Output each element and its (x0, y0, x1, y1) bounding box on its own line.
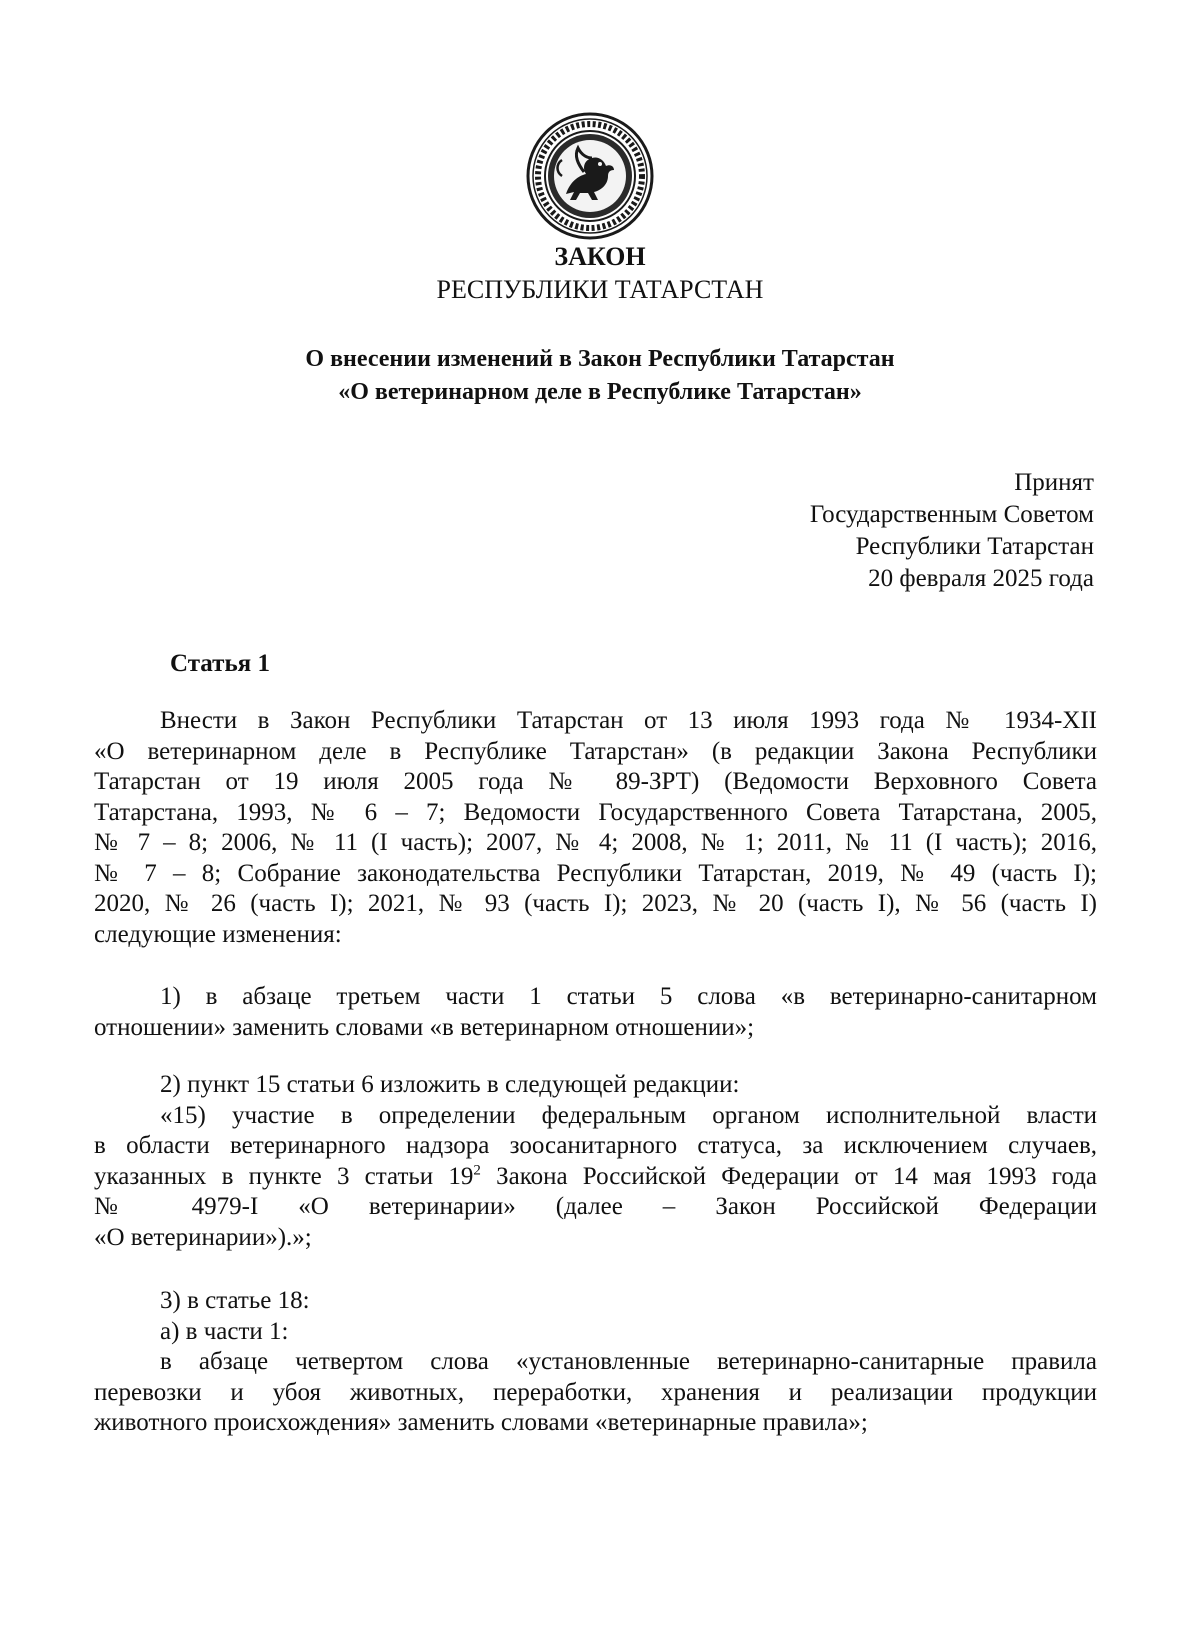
paragraph-line: Внести в Закон Республики Татарстан от 13 июля 1993 года № 1934-XII (160, 707, 1097, 734)
amendment-item-2 (94, 1070, 1097, 1253)
paragraph-line: Татарстана, 1993, № 6 – 7; Ведомости Государственного Совета Татарстана, 2005, (94, 798, 1097, 826)
article-heading: Статья 1 (170, 650, 270, 677)
law-subject-line-1: О внесении изменений в Закон Республики Татарстан (305, 346, 895, 372)
amendment-item-1 (94, 982, 1097, 1043)
adoption-line: Государственным Советом (809, 501, 1094, 528)
paragraph-line: «15) участие в определении федеральным органом исполнительной власти (160, 1101, 1097, 1129)
paragraph-line: животного происхождения» заменить словами «ветеринарные правила»; (94, 1409, 868, 1436)
paragraph-line: «О ветеринарном деле в Республике Татарстан» (в редакции Закона Республики (94, 737, 1097, 765)
paragraph-line: в области ветеринарного надзора зоосанитарного статуса, за исключением случаев, (94, 1132, 1097, 1159)
paragraph-line: отношении» заменить словами «в ветеринарном отношении»; (94, 1013, 755, 1041)
law-subtitle: РЕСПУБЛИКИ ТАТАРСТАН (436, 275, 764, 304)
paragraph-line: а) в части 1: (160, 1317, 289, 1345)
line-text: Закона Российской Федерации от 14 мая 1993 года (480, 1162, 1097, 1190)
paragraph-line: следующие изменения: (94, 920, 342, 948)
law-title: ЗАКОН (554, 242, 646, 271)
coat-of-arms-seal-icon (526, 112, 654, 240)
adoption-date: 20 февраля 2025 года (868, 565, 1094, 592)
adoption-block (810, 467, 1094, 595)
article-intro-paragraph (94, 706, 1097, 950)
paragraph-line: 2) пункт 15 статьи 6 изложить в следующей редакции: (160, 1071, 740, 1098)
paragraph-line: № 7 – 8; Собрание законодательства Республики Татарстан, 2019, № 49 (часть I); (94, 859, 1097, 887)
adoption-line: Республики Татарстан (855, 533, 1094, 560)
superscript-index: 2 (473, 1162, 481, 1179)
line-text: указанных в пункте 3 статьи 19 (94, 1162, 474, 1190)
paragraph-line: перевозки и убоя животных, переработки, хранения и реализации продукции (94, 1378, 1097, 1406)
paragraph-line-with-superscript (94, 1162, 1097, 1193)
paragraph-line: № 7 – 8; 2006, № 11 (I часть); 2007, № 4; 2008, № 1; 2011, № 11 (I часть); 2016, (94, 829, 1097, 856)
amendment-item-3 (94, 1286, 1097, 1439)
paragraph-line: 3) в статье 18: (160, 1287, 310, 1314)
paragraph-line: 1) в абзаце третьем части 1 статьи 5 слова «в ветеринарно-санитарном (160, 983, 1097, 1010)
law-subject-line-2: «О ветеринарном деле в Республике Татарстан» (338, 379, 862, 405)
paragraph-line: «О ветеринарии»).»; (94, 1223, 312, 1251)
paragraph-line: Татарстан от 19 июля 2005 года № 89-ЗРТ) (Ведомости Верховного Совета (94, 768, 1097, 795)
paragraph-line: в абзаце четвертом слова «установленные ветеринарно-санитарные правила (160, 1348, 1097, 1375)
paragraph-line: 2020, № 26 (часть I); 2021, № 93 (часть I); 2023, № 20 (часть I), № 56 (часть I) (94, 890, 1097, 917)
adoption-line: Принят (1014, 469, 1094, 496)
paragraph-line: № 4979-I «О ветеринарии» (далее – Закон Российской Федерации (94, 1193, 1097, 1220)
